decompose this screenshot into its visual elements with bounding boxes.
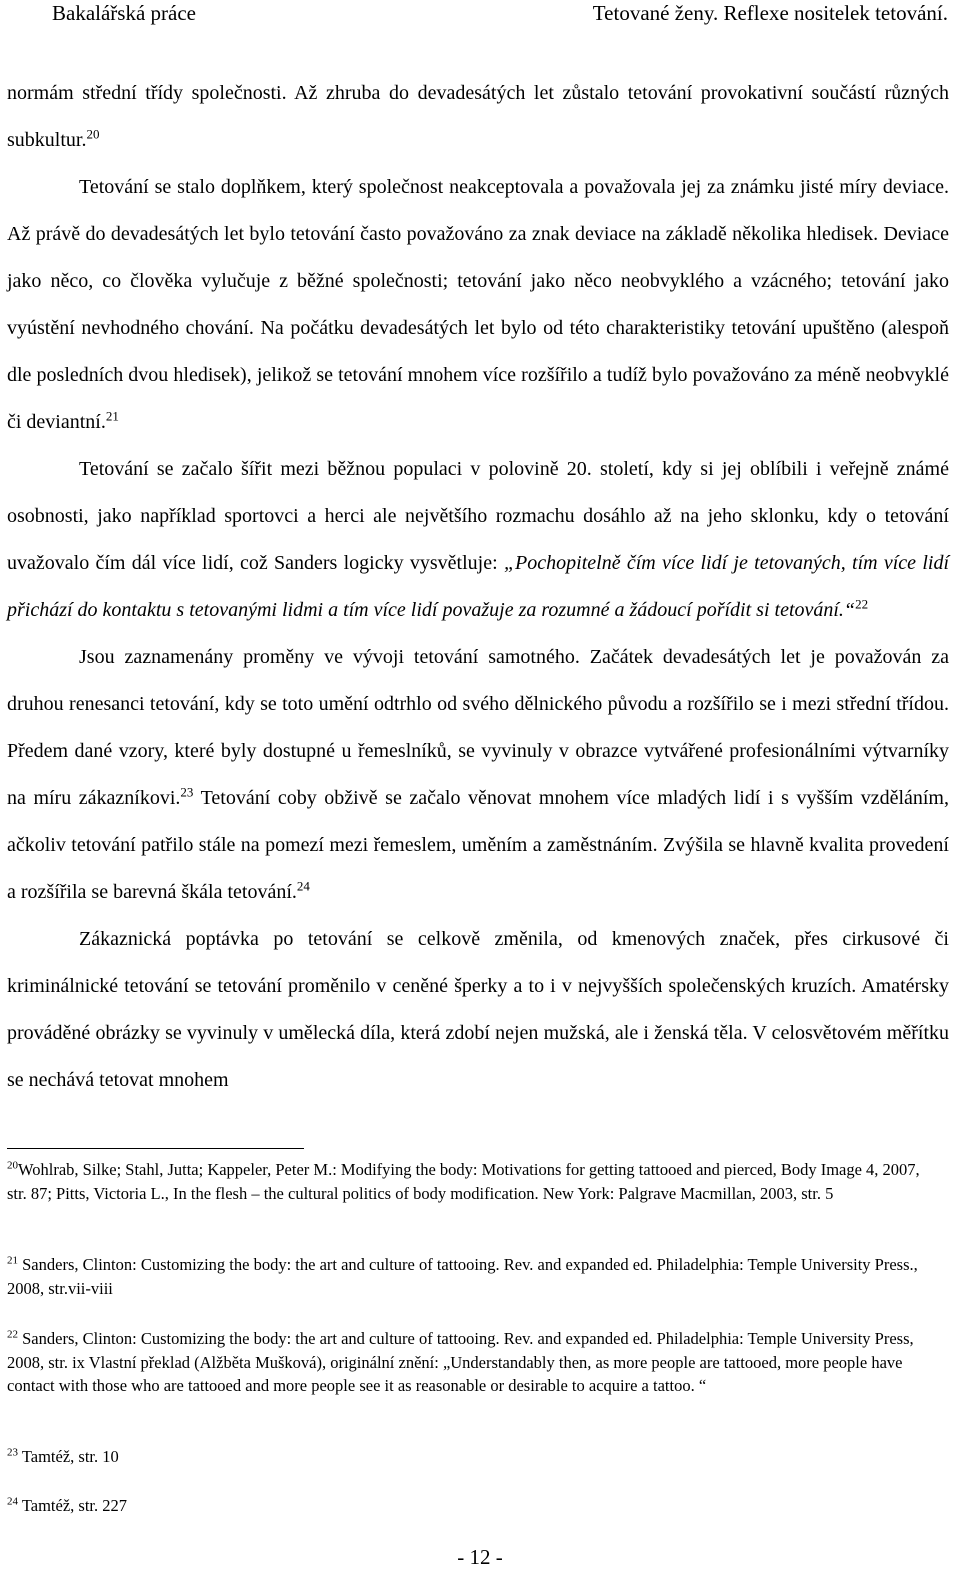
footnote-number: 21 (7, 1254, 18, 1267)
paragraph-5 (7, 916, 949, 1104)
footnote-text: Tamtéž, str. 227 (18, 1496, 127, 1515)
paragraph-2 (7, 164, 949, 446)
footnote-text: Wohlrab, Silke; Stahl, Jutta; Kappeler, Peter M.: Modifying the body: Motivations for getting tattooed and pierced, Body Image 4, 2007, str. 87; Pitts, Victoria L., In the flesh – the cultural politics of body modification. New York: Palgrave Macmillan, 2003, str. 5 (7, 1160, 920, 1203)
paragraph-1-text: normám střední třídy společnosti. Až zhruba do devadesátých let zůstalo tetování provokativní součástí různých subkultur. (7, 82, 949, 151)
footnote-number: 23 (7, 1446, 18, 1459)
paragraph-3-text: Tetování se začalo šířit mezi běžnou populaci v polovině 20. století, kdy si jej oblíbili i veřejně známé osobnosti, jako například sportovci a herci ale největšího rozmachu dosáhlo až na jeho sklonku, kdy o tetování uvažovalo čím dál více lidí, což Sanders logicky vysvětluje: (7, 458, 949, 574)
paragraph-4-text-b: Tetování coby obživě se začalo věnovat mnohem více mladých lidí i s vyšším vzděláním, ačkoliv tetování patřilo stále na pomezí mezi řemeslem, uměním a zaměstnáním. Zvýšila se hlavně kvalita provedení a rozšířila se barevná škála tetování. (7, 787, 949, 903)
footnote-ref-24[interactable]: 24 (296, 878, 310, 894)
footnote-20 (7, 1158, 937, 1205)
footnote-22 (7, 1327, 937, 1398)
footnote-number: 20 (7, 1159, 18, 1172)
main-text (7, 70, 949, 1104)
paragraph-2-text: Tetování se stalo doplňkem, který společnost neakceptovala a považovala jej za známku jisté míry deviace. Až právě do devadesátých let bylo tetování často považováno za znak deviace na základě několika hledisek. Deviace jako něco, co člověka vylučuje z běžné společnosti; tetování jako něco neobvyklého a vzácného; tetování jako vyústění nevhodného chování. Na počátku devadesátých let bylo od této charakteristiky tetování upuštěno (alespoň dle posledních dvou hledisek), jelikož se tetování mnohem více rozšířilo a tudíž bylo považováno za méně neobvyklé či deviantní. (7, 176, 949, 433)
footnote-text: Sanders, Clinton: Customizing the body: the art and culture of tattooing. Rev. and expanded ed. Philadelphia: Temple University Press., 2008, str.vii-viii (7, 1255, 918, 1298)
footnote-ref-21[interactable]: 21 (105, 408, 119, 424)
page-header (0, 0, 960, 32)
paragraph-5-text: Zákaznická poptávka po tetování se celkově změnila, od kmenových značek, přes cirkusové či kriminálnické tetování se tetování proměnilo v ceněné šperky a to i v nejvyšších společenských kruzích. Amatérsky prováděné obrázky se vyvinuly v umělecká díla, která zdobí nejen mužská, ale i ženská těla. V celosvětovém měřítku se nechává tetovat mnohem (7, 928, 949, 1091)
sanders-quote: „Pochopitelně čím více lidí je tetovaných, tím více lidí přichází do kontaktu s tetovanými lidmi a tím více lidí považuje za rozumné a žádoucí pořídit si tetování.“ (7, 552, 950, 621)
footnote-number: 24 (7, 1495, 18, 1508)
page-number: - 12 - (457, 1545, 503, 1569)
footnote-text: Sanders, Clinton: Customizing the body: the art and culture of tattooing. Rev. and expanded ed. Philadelphia: Temple University Press, 2008, str. ix Vlastní překlad (Alžběta Mušková), originální znění: „Understandably then, as more people are tattooed, more people have contact with those who are tattooed and more people see it as reasonable or desirable to acquire a tattoo. “ (7, 1329, 914, 1395)
header-left-title: Bakalářská práce (52, 1, 196, 25)
paragraph-4-text-a: Jsou zaznamenány proměny ve vývoji tetování samotného. Začátek devadesátých let je považován za druhou renesanci tetování, kdy se toto umění odtrhlo od svého dělnického původu a rozšířilo se i mezi střední třídou. Předem dané vzory, které byly dostupné u řemeslníků, se vyvinuly v obrazce vytvářené profesionálními výtvarníky na míru zákazníkovi. (7, 646, 949, 809)
footnote-text: Tamtéž, str. 10 (18, 1447, 119, 1466)
footnote-separator (7, 1148, 304, 1149)
footnote-ref-23[interactable]: 23 (180, 784, 194, 800)
paragraph-3 (7, 446, 949, 634)
footnote-24 (7, 1494, 937, 1518)
paragraph-1 (7, 70, 949, 164)
footnote-number: 22 (7, 1328, 18, 1341)
footnote-ref-22[interactable]: 22 (855, 596, 869, 612)
footnote-23 (7, 1445, 937, 1469)
footnote-21 (7, 1253, 937, 1300)
footnote-ref-20[interactable]: 20 (86, 126, 100, 142)
header-right-title: Tetované ženy. Reflexe nositelek tetování. (592, 1, 948, 25)
paragraph-4 (7, 634, 949, 916)
